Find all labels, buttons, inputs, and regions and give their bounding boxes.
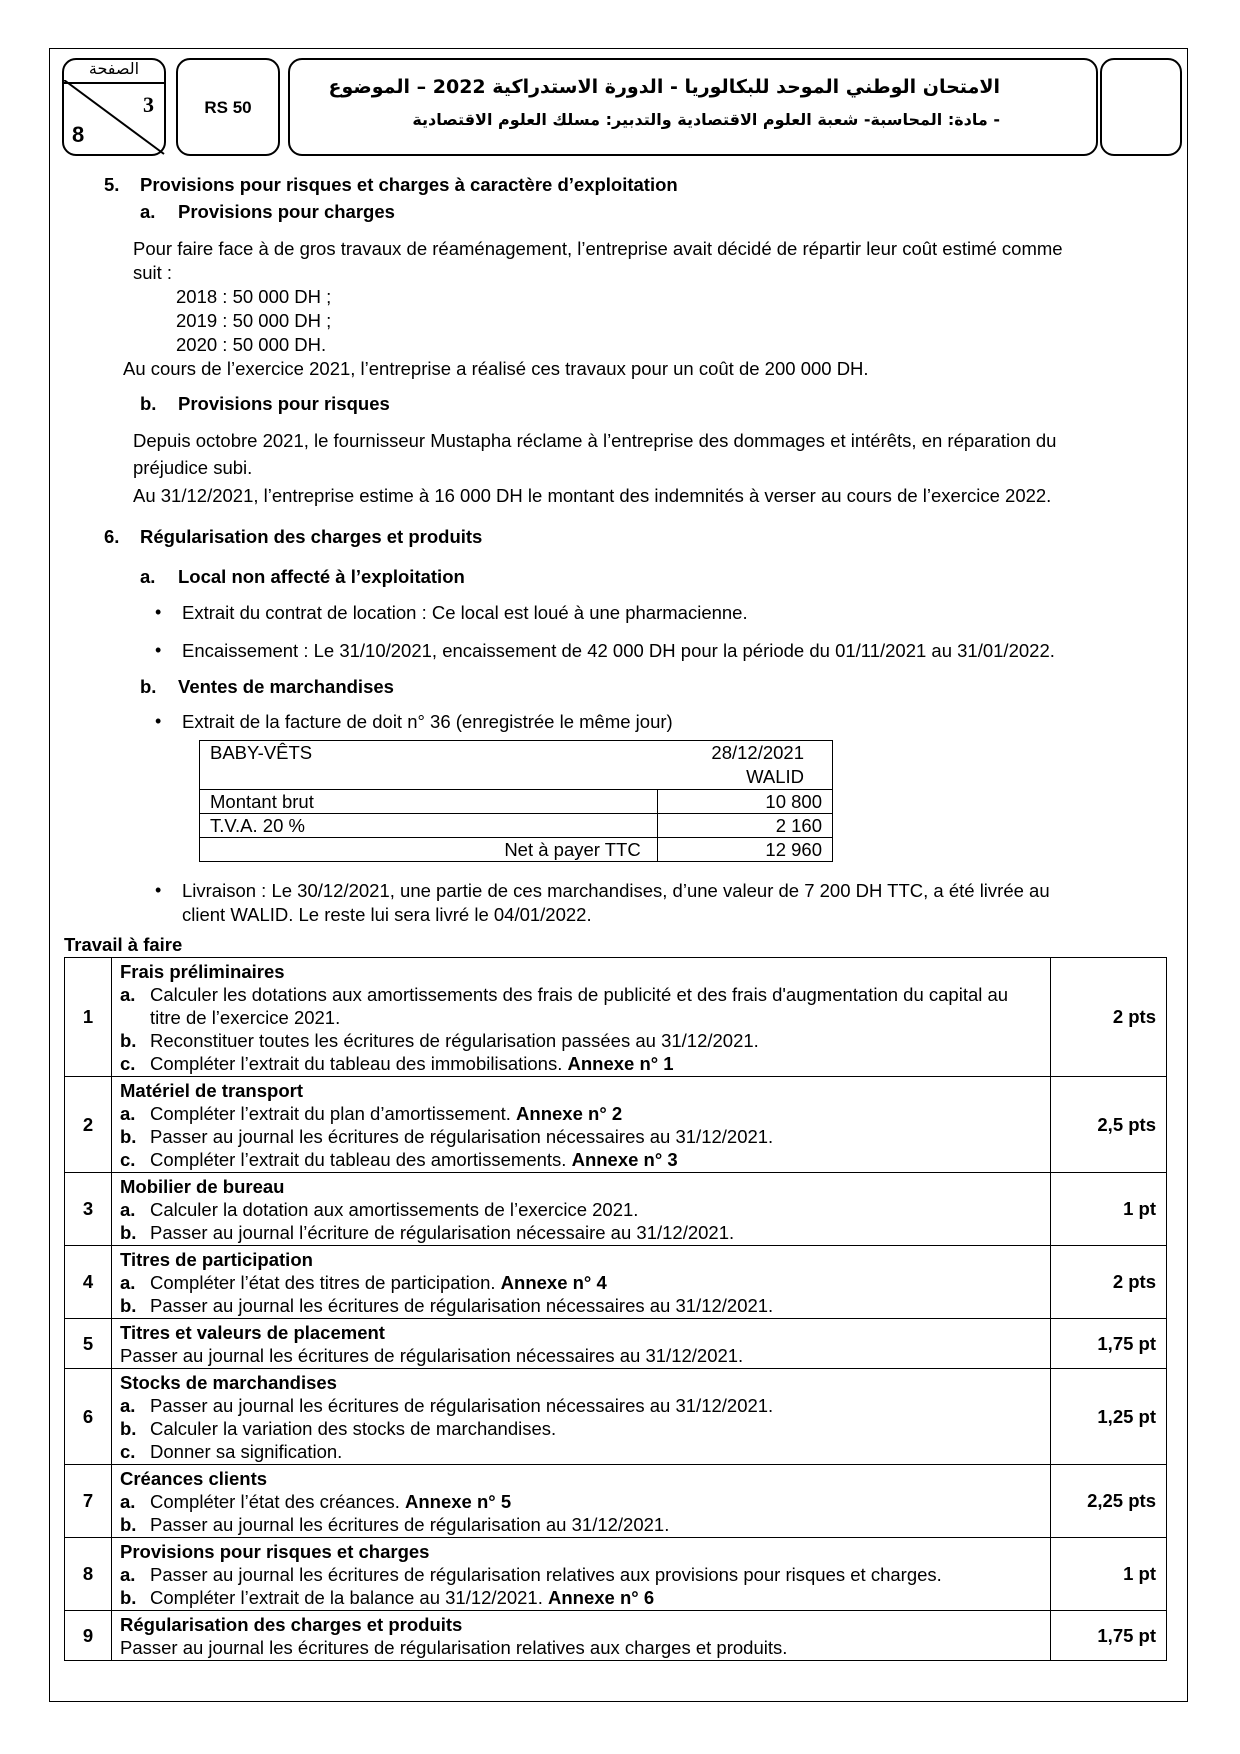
work-row-content <box>112 1465 1051 1538</box>
work-row-title: Régularisation des charges et produits <box>120 1614 463 1635</box>
exam-code: RS 50 <box>204 98 252 117</box>
invoice-header-row <box>200 741 833 790</box>
work-row-item <box>120 1148 1042 1171</box>
work-item-text-wrap <box>150 1029 1042 1052</box>
work-row-points: 2,5 pts <box>1051 1077 1167 1173</box>
section5a-title: Provisions pour charges <box>178 201 395 222</box>
section5a-year-2019: 2019 : 50 000 DH ; <box>176 310 332 331</box>
bullet-icon: • <box>155 880 162 900</box>
section6a-title: Local non affecté à l’exploitation <box>178 566 465 587</box>
work-row-item <box>120 1513 1042 1536</box>
work-row-item <box>120 1417 1042 1440</box>
section6b-bullet2-line1: Livraison : Le 30/12/2021, une partie de ces marchandises, d’une valeur de 7 200 DH TTC, a été livrée au <box>182 880 1050 901</box>
work-item-letter: c. <box>120 1149 136 1170</box>
work-item-text-wrap <box>150 1513 1042 1536</box>
page-total: 8 <box>72 122 85 147</box>
work-item-text: Compléter l’extrait du tableau des amortissements. <box>150 1149 567 1170</box>
work-item-text-wrap <box>150 1052 1042 1075</box>
exam-title: الامتحان الوطني الموحد للبكالوريا - الدورة الاستدراكية 2022 – الموضوع <box>328 76 1000 98</box>
work-item-text-wrap <box>150 1294 1042 1317</box>
invoice-row-value: 12 960 <box>657 838 832 862</box>
work-row-item <box>120 983 1042 1029</box>
invoice-row <box>200 790 833 814</box>
invoice-row-label: Net à payer TTC <box>200 838 658 862</box>
work-item-letter: b. <box>120 1295 137 1316</box>
work-row-item <box>120 1125 1042 1148</box>
section6a-letter: a. <box>140 566 156 587</box>
work-row-item <box>120 1221 1042 1244</box>
work-row-title: Titres et valeurs de placement <box>120 1322 385 1343</box>
work-item-text: Donner sa signification. <box>150 1441 343 1462</box>
work-item-letter: a. <box>120 984 136 1005</box>
work-row-item <box>120 1052 1042 1075</box>
work-item-letter: b. <box>120 1126 137 1147</box>
section5-number: 5. <box>104 174 120 195</box>
work-row-content <box>112 1369 1051 1465</box>
invoice-table <box>199 740 833 862</box>
exam-subject: - مادة: المحاسبة- شعبة العلوم الاقتصادية والتدبير: مسلك العلوم الاقتصادية <box>412 110 1000 129</box>
work-row-number: 1 <box>65 958 112 1077</box>
work-row-points: 1,75 pt <box>1051 1611 1167 1661</box>
work-item-letter: b. <box>120 1418 137 1439</box>
work-item-text: Passer au journal les écritures de régularisation nécessaires au 31/12/2021. <box>150 1295 774 1316</box>
work-item-text: Passer au journal les écritures de régularisation au 31/12/2021. <box>150 1514 670 1535</box>
section5a-letter: a. <box>140 201 156 222</box>
invoice-row <box>200 838 833 862</box>
work-row <box>65 1538 1167 1611</box>
page-current: 3 <box>143 92 154 117</box>
work-row-title: Créances clients <box>120 1468 268 1489</box>
work-row-item <box>120 1563 1042 1586</box>
section6-number: 6. <box>104 526 120 547</box>
work-item-letter: a. <box>120 1564 136 1585</box>
exam-title-box <box>288 58 1098 156</box>
work-row-points: 1 pt <box>1051 1173 1167 1246</box>
work-item-text-wrap <box>150 1221 1042 1244</box>
work-item-letter: a. <box>120 1199 136 1220</box>
work-row-item <box>120 1029 1042 1052</box>
work-row <box>65 1611 1167 1661</box>
work-item-annex: Annexe n° 4 <box>500 1272 607 1293</box>
section5b-letter: b. <box>140 393 157 414</box>
work-item-text: Reconstituer toutes les écritures de régularisation passées au 31/12/2021. <box>150 1030 759 1051</box>
work-row <box>65 1246 1167 1319</box>
work-item-text-wrap <box>150 1440 1042 1463</box>
invoice-company: BABY-VÊTS <box>210 742 313 763</box>
invoice-row-label: T.V.A. 20 % <box>200 814 658 838</box>
work-item-text-wrap <box>150 1271 1042 1294</box>
work-item-annex: Annexe n° 6 <box>548 1587 655 1608</box>
work-item-letter: b. <box>120 1222 137 1243</box>
work-item-text: Compléter l’extrait du plan d’amortissement. <box>150 1103 511 1124</box>
invoice-client: WALID <box>746 766 804 787</box>
section5a-year-2018: 2018 : 50 000 DH ; <box>176 286 332 307</box>
work-row-content <box>112 1319 1051 1369</box>
section6a-bullet2: Encaissement : Le 31/10/2021, encaissement de 42 000 DH pour la période du 01/11/2021 au 31/01/2022. <box>182 640 1055 661</box>
work-item-text: Passer au journal les écritures de régularisation relatives aux provisions pour risques et charges. <box>150 1564 942 1585</box>
section6a-bullet1: Extrait du contrat de location : Ce local est loué à une pharmacienne. <box>182 602 748 623</box>
work-item-text-wrap <box>150 1417 1042 1440</box>
work-item-text: Passer au journal l’écriture de régularisation nécessaire au 31/12/2021. <box>150 1222 735 1243</box>
header-corner-box <box>1100 58 1182 156</box>
work-item-annex: Annexe n° 2 <box>516 1103 623 1124</box>
work-item-letter: a. <box>120 1103 136 1124</box>
work-row-number: 9 <box>65 1611 112 1661</box>
work-item-text-wrap <box>150 1563 1042 1586</box>
invoice-row-value: 2 160 <box>657 814 832 838</box>
work-row <box>65 1369 1167 1465</box>
work-row-title: Mobilier de bureau <box>120 1176 285 1197</box>
work-row-content <box>112 1538 1051 1611</box>
work-row <box>65 1173 1167 1246</box>
section5b-text1: Depuis octobre 2021, le fournisseur Mustapha réclame à l’entreprise des dommages et intérêts, en réparation du <box>133 430 1057 451</box>
bullet-icon: • <box>155 640 162 660</box>
work-item-text-wrap <box>150 983 1042 1029</box>
work-row-title: Titres de participation <box>120 1249 313 1270</box>
work-item-text: Calculer la variation des stocks de marchandises. <box>150 1418 557 1439</box>
work-row-item <box>120 1490 1042 1513</box>
work-row-points: 2 pts <box>1051 1246 1167 1319</box>
section6b-bullet2-line2: client WALID. Le reste lui sera livré le 04/01/2022. <box>182 904 592 925</box>
work-item-letter: a. <box>120 1395 136 1416</box>
work-row-content <box>112 958 1051 1077</box>
work-row-item <box>120 1198 1042 1221</box>
work-row-points: 1,75 pt <box>1051 1319 1167 1369</box>
work-item-text: Calculer les dotations aux amortissements des frais de publicité et des frais d'augmentation du capital au titre de l’exercice 2021. <box>150 984 1009 1028</box>
work-row-title: Matériel de transport <box>120 1080 303 1101</box>
work-heading: Travail à faire <box>64 934 183 955</box>
work-row-number: 5 <box>65 1319 112 1369</box>
work-item-letter: b. <box>120 1587 137 1608</box>
work-item-text-wrap <box>150 1394 1042 1417</box>
section6b-bullet1: Extrait de la facture de doit n° 36 (enregistrée le même jour) <box>182 711 673 732</box>
work-item-text: Compléter l’état des titres de participation. <box>150 1272 496 1293</box>
work-row-instruction: Passer au journal les écritures de régularisation nécessaires au 31/12/2021. <box>120 1345 744 1366</box>
work-item-letter: b. <box>120 1514 137 1535</box>
work-row-title: Stocks de marchandises <box>120 1372 337 1393</box>
work-row-number: 3 <box>65 1173 112 1246</box>
section5a-text1: Pour faire face à de gros travaux de réaménagement, l’entreprise avait décidé de répartir leur coût estimé comme <box>133 238 1063 259</box>
invoice-row-label: Montant brut <box>200 790 658 814</box>
work-item-text: Compléter l’extrait de la balance au 31/12/2021. <box>150 1587 543 1608</box>
work-row-content <box>112 1077 1051 1173</box>
work-item-text-wrap <box>150 1125 1042 1148</box>
work-row-points: 2 pts <box>1051 958 1167 1077</box>
work-item-letter: c. <box>120 1441 136 1462</box>
work-item-letter: a. <box>120 1272 136 1293</box>
work-item-letter: c. <box>120 1053 136 1074</box>
section6b-title: Ventes de marchandises <box>178 676 394 697</box>
work-row-title: Frais préliminaires <box>120 961 285 982</box>
work-row-number: 4 <box>65 1246 112 1319</box>
work-item-text-wrap <box>150 1490 1042 1513</box>
work-row-number: 8 <box>65 1538 112 1611</box>
section6b-letter: b. <box>140 676 157 697</box>
work-item-text: Compléter l’état des créances. <box>150 1491 400 1512</box>
work-row-instruction: Passer au journal les écritures de régularisation relatives aux charges et produits. <box>120 1637 788 1658</box>
work-row-item <box>120 1294 1042 1317</box>
work-row <box>65 1465 1167 1538</box>
invoice-date: 28/12/2021 <box>711 742 804 763</box>
section5b-text3: Au 31/12/2021, l’entreprise estime à 16 000 DH le montant des indemnités à verser au cours de l’exercice 2022. <box>133 485 1052 506</box>
work-item-letter: b. <box>120 1030 137 1051</box>
work-item-text: Compléter l’extrait du tableau des immobilisations. <box>150 1053 563 1074</box>
work-row-number: 6 <box>65 1369 112 1465</box>
section5b-text2: préjudice subi. <box>133 457 253 478</box>
invoice-row-value: 10 800 <box>657 790 832 814</box>
work-row-item <box>120 1102 1042 1125</box>
work-row <box>65 958 1167 1077</box>
section5a-year-2020: 2020 : 50 000 DH. <box>176 334 327 355</box>
work-row-item <box>120 1586 1042 1609</box>
bullet-icon: • <box>155 711 162 731</box>
work-item-text-wrap <box>150 1198 1042 1221</box>
work-row-item <box>120 1394 1042 1417</box>
work-item-letter: a. <box>120 1491 136 1512</box>
work-row <box>65 1077 1167 1173</box>
work-row-number: 7 <box>65 1465 112 1538</box>
section5a-text2: suit : <box>133 262 173 283</box>
work-item-annex: Annexe n° 5 <box>405 1491 512 1512</box>
work-row-points: 2,25 pts <box>1051 1465 1167 1538</box>
work-row-points: 1,25 pt <box>1051 1369 1167 1465</box>
work-item-annex: Annexe n° 1 <box>567 1053 674 1074</box>
page-label: الصفحة <box>64 58 164 84</box>
section5b-title: Provisions pour risques <box>178 393 390 414</box>
work-item-text: Calculer la dotation aux amortissements de l’exercice 2021. <box>150 1199 639 1220</box>
work-row-content <box>112 1246 1051 1319</box>
work-row-content <box>112 1173 1051 1246</box>
section6-title: Régularisation des charges et produits <box>140 526 483 547</box>
work-table <box>64 957 1167 1661</box>
work-row-item <box>120 1271 1042 1294</box>
work-item-text-wrap <box>150 1586 1042 1609</box>
work-item-text: Passer au journal les écritures de régularisation nécessaires au 31/12/2021. <box>150 1395 774 1416</box>
work-item-text: Passer au journal les écritures de régularisation nécessaires au 31/12/2021. <box>150 1126 774 1147</box>
work-row-item <box>120 1440 1042 1463</box>
work-row-number: 2 <box>65 1077 112 1173</box>
work-row-points: 1 pt <box>1051 1538 1167 1611</box>
work-item-text-wrap <box>150 1102 1042 1125</box>
invoice-row <box>200 814 833 838</box>
bullet-icon: • <box>155 602 162 622</box>
work-item-text-wrap <box>150 1148 1042 1171</box>
work-item-annex: Annexe n° 3 <box>571 1149 678 1170</box>
section5a-text3: Au cours de l’exercice 2021, l’entreprise a réalisé ces travaux pour un coût de 200 000 DH. <box>123 358 869 379</box>
work-row-content <box>112 1611 1051 1661</box>
section5-title: Provisions pour risques et charges à caractère d’exploitation <box>140 174 678 195</box>
work-row <box>65 1319 1167 1369</box>
work-row-title: Provisions pour risques et charges <box>120 1541 430 1562</box>
